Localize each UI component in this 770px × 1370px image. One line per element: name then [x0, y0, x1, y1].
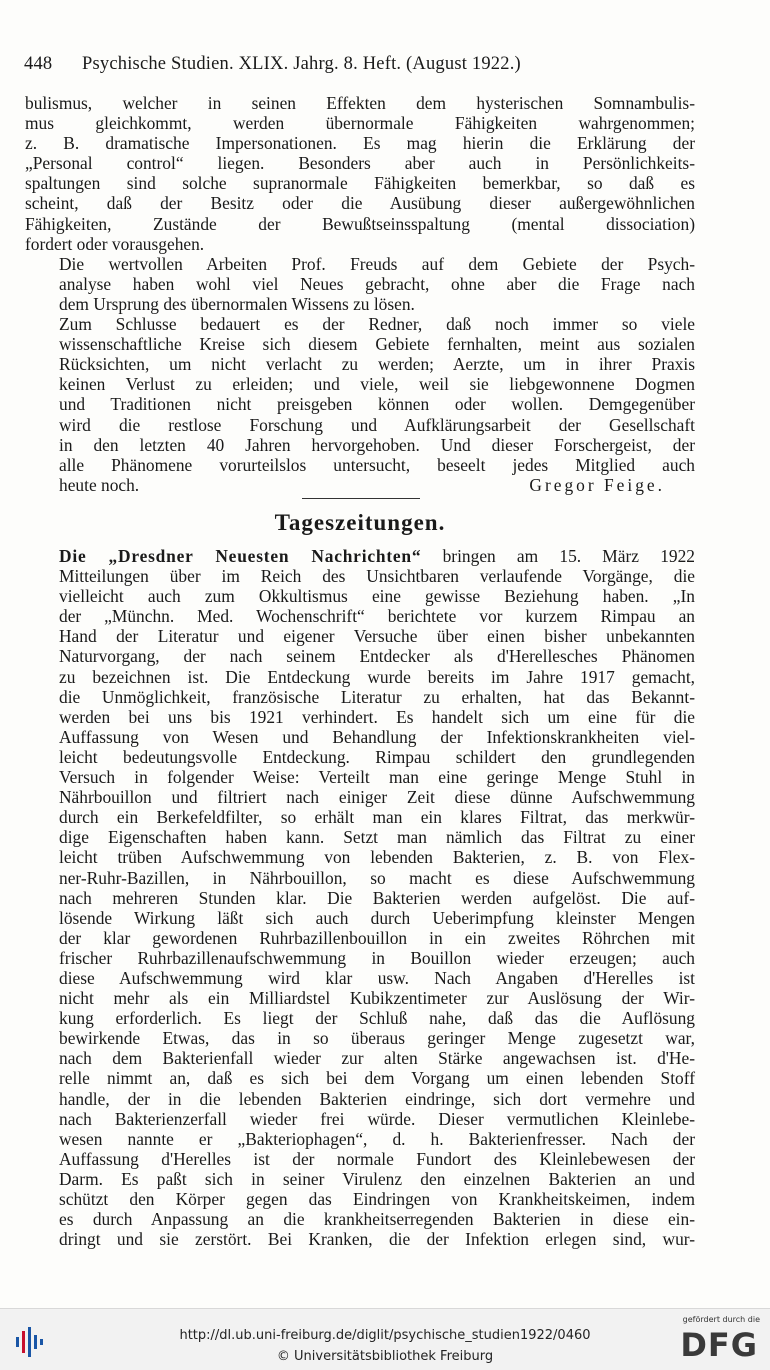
text-line: „Personal control“ liegen. Besonders aber auch in Persönlichkeits- — [25, 153, 695, 174]
text-line: Rücksichten, um nicht verlacht zu werden; Aerzte, um in ihrer Praxis — [59, 354, 695, 375]
text-line: Auffassung d'Herelles ist der normale Fundort des Kleinlebewesen der — [59, 1148, 695, 1169]
paragraph-newspaper — [25, 546, 695, 1249]
text-line: Auffassung von Wesen und Behandlung der Infektionskrankheiten viel- — [59, 726, 695, 747]
text-line: nicht mehr als ein Milliardstel Kubikzentimeter zur Auslösung der Wir- — [59, 988, 695, 1009]
text-line: Naturvorgang, der nach seinem Entdecker als d'Herellesches Phänomen — [59, 646, 695, 667]
text-line: dem Ursprung des übernormalen Wissens zu lösen. — [59, 293, 415, 314]
text-line: Die wertvollen Arbeiten Prof. Freuds auf dem Gebiete der Psych- — [59, 253, 695, 274]
copyright-notice: © Universitätsbibliothek Freiburg — [276, 1349, 494, 1364]
text-line: wesen nannte er „Bakteriophagen“, d. h. Bakterienfresser. Nach der — [59, 1128, 695, 1149]
text-line: diese Aufschwemmung wird klar usw. Nach Angaben d'Herelles ist — [59, 967, 695, 988]
text-line: lösende Wirkung läßt sich auch durch Ueberimpfung kleinster Mengen — [59, 907, 695, 928]
text-line: handle, der in die lebenden Bakterien eindringe, sich dort vermehre und — [59, 1088, 695, 1109]
text-line: es durch Anpassung an die krankheitserregenden Bakterien in diese ein- — [59, 1209, 695, 1230]
text-line: vielleicht auch zum Okkultismus eine gewisse Beziehung haben. „In — [59, 586, 695, 607]
text-line: z. B. dramatische Impersonationen. Es mag hierin die Erklärung der — [25, 133, 695, 154]
author-signature: Gregor Feige. — [529, 474, 665, 495]
text-line: Darm. Es paßt sich in seiner Virulenz den einzelnen Bakterien an und — [59, 1168, 695, 1189]
dfg-logo: DFG — [680, 1326, 758, 1364]
text-line: schützt den Körper gegen das Eindringen von Krankheitskeimen, indem — [59, 1189, 695, 1209]
text-line: kung erforderlich. Es liegt der Schluß nahe, daß das die Auflösung — [59, 1008, 695, 1029]
paragraph-3 — [25, 314, 695, 495]
text-line: dringt und sie zerstört. Bei Kranken, die der Infektion erlegen sind, wur- — [59, 1229, 695, 1250]
text-line: die Unmöglichkeit, französische Literatur zu erhalten, hat das Bekannt- — [59, 686, 695, 707]
text-line: Nährbouillon und filtriert nach einiger Zeit diese dünne Aufschwemmung — [59, 787, 695, 808]
paragraph-2 — [25, 254, 695, 314]
text-line: in den letzten 40 Jahren hervorgehoben. Und dieser Forschergeist, der — [59, 434, 695, 455]
text-line: wird die restlose Forschung und Aufklärungsarbeit der Gesellschaft — [59, 414, 695, 435]
text-line: der „Münchn. Med. Wochenschrift“ berichtete vor kurzem Rimpau an — [59, 606, 695, 627]
text-line: leicht bedeutungsvolle Entdeckung. Rimpau schildert den grundlegenden — [59, 746, 695, 767]
text-line: spaltungen sind solche supranormale Fähigkeiten bemerkbar, so daß es — [25, 173, 695, 194]
text-line: analyse haben wohl viel Neues gebracht, ohne aber die Frage nach — [59, 273, 695, 294]
text-line: nach mehreren Stunden klar. Die Bakterien werden aufgelöst. Die auf- — [59, 887, 695, 908]
text-line: leicht trüben Aufschwemmung von lebenden Bakterien, z. B. von Flex- — [59, 847, 695, 868]
text-line: keinen Verlust zu erleiden; und viele, weil sie liebgewonnene Dogmen — [59, 374, 695, 395]
text-line: ner-Ruhr-Bazillen, in Nährbouillon, so macht es diese Aufschwemmung — [59, 867, 695, 888]
text-line: nach dem Bakterienfall wieder zur alten Stärke angewachsen ist. d'He- — [59, 1048, 695, 1069]
paragraph-1 — [25, 93, 695, 254]
section-body — [25, 546, 695, 1249]
text-line: scheint, daß der Besitz oder die Ausübung dieser außergewöhnlichen — [25, 193, 695, 214]
text-line: Fähigkeiten, Zustände der Bewußtseinsspaltung (mental dissociation) — [25, 213, 695, 234]
text-line: Mitteilungen über im Reich des Unsichtbaren verlaufende Vorgänge, die — [59, 566, 695, 587]
closing-line — [25, 475, 695, 495]
text-line: heute noch. — [59, 474, 140, 495]
running-title: Psychische Studien. XLIX. Jahrg. 8. Heft. (August 1922.) — [82, 54, 521, 74]
text-line: bulismus, welcher in seinen Effekten dem hysterischen Somnambulis- — [25, 93, 695, 113]
viewer-footer — [0, 1308, 770, 1370]
text-line: fordert oder vorausgehen. — [25, 233, 205, 254]
text-line: bewirkende Etwas, das in so überaus geringer Menge zugesetzt war, — [59, 1028, 695, 1049]
article-continuation — [25, 93, 695, 495]
newspaper-name: Die „Dresdner Neuesten Nachrichten“ — [59, 546, 422, 566]
text-fragment: bringen am 15. März 1922 — [421, 546, 695, 566]
text-line: mus gleichkommt, werden übernormale Fähigkeiten wahrgenommen; — [25, 113, 695, 134]
text-line: Hand der Literatur und eigener Versuche über einen bisher unbekannten — [59, 626, 695, 647]
text-line: Zum Schlusse bedauert es der Redner, daß noch immer so viele — [59, 314, 695, 335]
text-line: der klar gewordenen Ruhrbazillenbouillon in ein zweites Röhrchen mit — [59, 927, 695, 948]
permalink-link[interactable]: http://dl.ub.uni-freiburg.de/diglit/psychische_studien1922/0460 — [179, 1328, 591, 1343]
page-number: 448 — [24, 54, 53, 74]
funding-caption: gefördert durch die — [682, 1315, 760, 1324]
text-line: werden bei uns bis 1921 verhindert. Es handelt sich um eine für die — [59, 706, 695, 727]
section-title: Tageszeitungen. — [274, 510, 446, 535]
section-divider — [302, 498, 420, 499]
text-line: relle nimmt an, daß es sich bei dem Vorgang um einen lebenden Stoff — [59, 1068, 695, 1089]
text-line: nach Bakterienzerfall wieder frei würde. Dieser vermutlichen Kleinlebe- — [59, 1108, 695, 1129]
text-line: und Traditionen nicht preisgeben können oder wollen. Demgegenüber — [59, 394, 695, 415]
text-line-first — [25, 546, 695, 566]
text-line: durch ein Berkefeldfilter, so erhält man ein klares Filtrat, das merkwür- — [59, 807, 695, 828]
text-line: dige Eigenschaften haben kann. Setzt man nämlich das Filtrat zu einer — [59, 827, 695, 848]
text-line: Versuch in folgender Weise: Verteilt man eine geringe Menge Stuhl in — [59, 767, 695, 788]
text-line: alle Phänomene vorurteilslos untersucht, beseelt jedes Mitglied auch — [59, 454, 695, 475]
text-line: wissenschaftliche Kreise sich diesem Gebiete fernhalten, meint aus sozialen — [59, 334, 695, 355]
text-line: frischer Ruhrbazillenaufschwemmung in Bouillon wieder erzeugen; auch — [59, 947, 695, 968]
running-header — [24, 54, 624, 75]
text-line: zu bezeichnen ist. Die Entdeckung wurde bereits im Jahre 1917 gemacht, — [59, 666, 695, 687]
